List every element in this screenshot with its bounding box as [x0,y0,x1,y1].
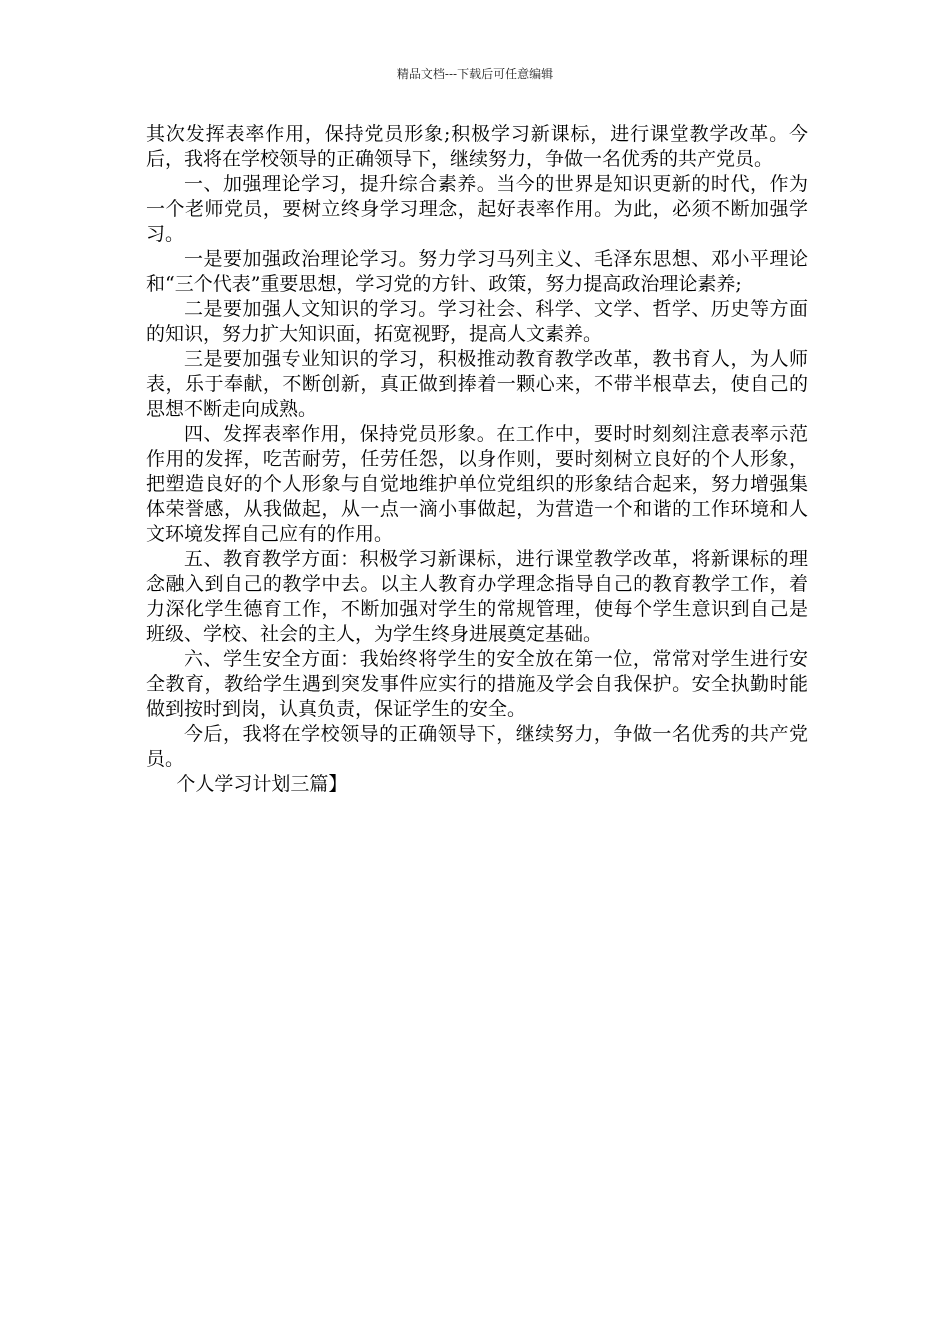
paragraph-intro: 其次发挥表率作用，保持党员形象;积极学习新课标，进行课堂教学改革。今后，我将在学校领导的正确领导下，继续努力，争做一名优秀的共产党员。 [146,123,808,170]
paragraph-item-3: 三是要加强专业知识的学习，积极推动教育教学改革，教书育人，为人师表，乐于奉献，不断创新，真正做到捧着一颗心来，不带半根草去，使自己的思想不断走向成熟。 [146,348,808,420]
paragraph-section-6: 六、学生安全方面：我始终将学生的安全放在第一位，常常对学生进行安全教育，教给学生遇到突发事件应实行的措施及学会自我保护。安全执勤时能做到按时到岗，认真负责，保证学生的安全。 [146,648,808,720]
paragraph-conclusion: 今后，我将在学校领导的正确领导下，继续努力，争做一名优秀的共产党员。 [146,723,808,770]
paragraph-item-2: 二是要加强人文知识的学习。学习社会、科学、文学、哲学、历史等方面的知识，努力扩大知识面，拓宽视野，提高人文素养。 [146,298,808,345]
paragraph-item-1: 一是要加强政治理论学习。努力学习马列主义、毛泽东思想、邓小平理论和“三个代表”重要思想，学习党的方针、政策，努力提高政治理论素养; [146,248,808,295]
paragraph-section-4: 四、发挥表率作用，保持党员形象。在工作中，要时时刻刻注意表率示范作用的发挥，吃苦耐劳，任劳任怨，以身作则，要时刻树立良好的个人形象，把塑造良好的个人形象与自觉地维护单位党组织的形象结合起来，努力增强集体荣誉感，从我做起，从一点一滴小事做起，为营造一个和谐的工作环境和人文环境发挥自己应有的作用。 [146,423,808,545]
paragraph-section-5: 五、教育教学方面：积极学习新课标，进行课堂教学改革，将新课标的理念融入到自己的教学中去。以主人教育办学理念指导自己的教育教学工作，着力深化学生德育工作，不断加强对学生的常规管理，使每个学生意识到自己是班级、学校、社会的主人，为学生终身进展奠定基础。 [146,548,808,645]
closing-line: 个人学习计划三篇】 [176,773,348,795]
page-header: 精品文档---下载后可任意编辑 [396,67,554,81]
document-body [146,122,808,797]
paragraph-section-1: 一、加强理论学习，提升综合素养。当今的世界是知识更新的时代，作为一个老师党员，要树立终身学习理念，起好表率作用。为此，必须不断加强学习。 [146,173,808,245]
